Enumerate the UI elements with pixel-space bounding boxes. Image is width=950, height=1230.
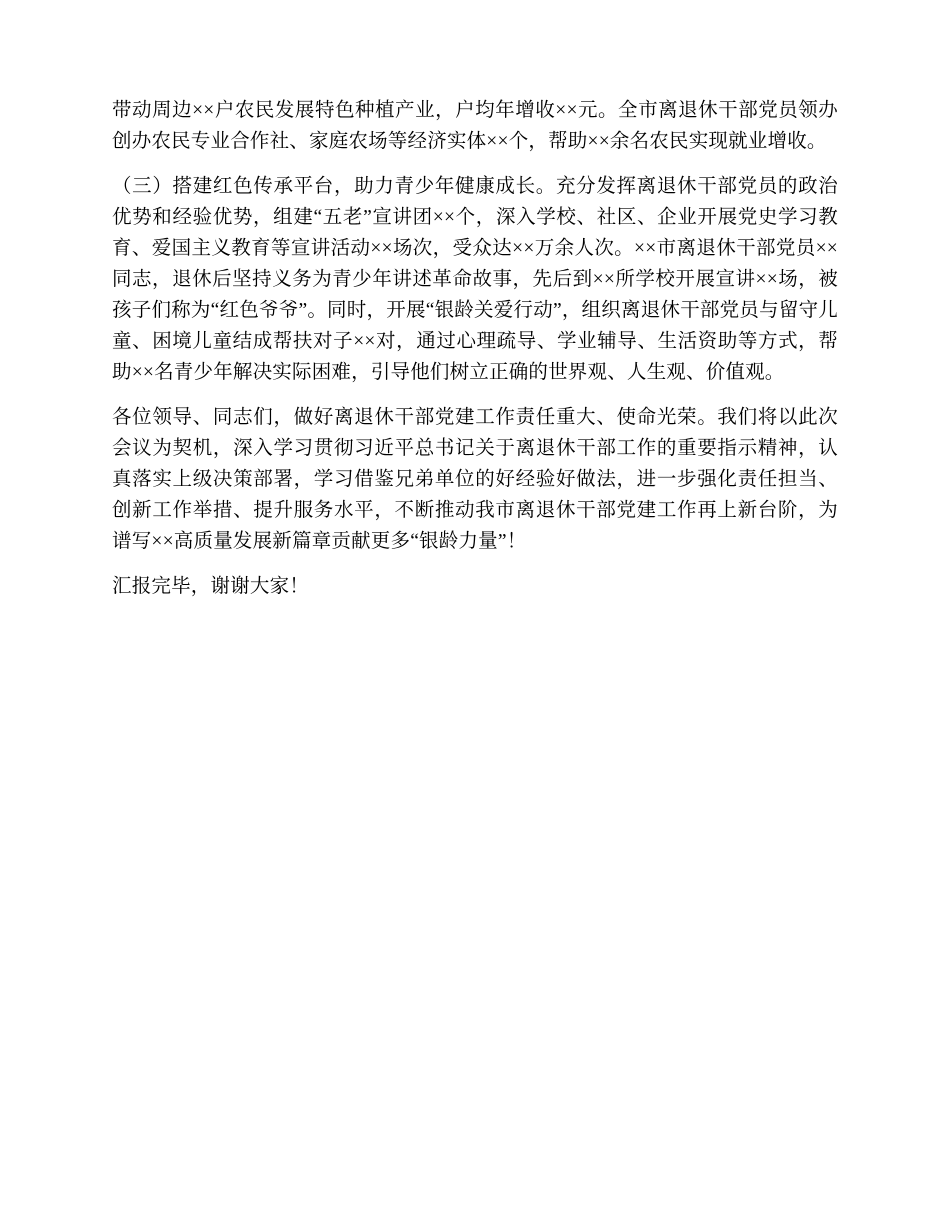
paragraph-4: 汇报完毕，谢谢大家！: [112, 576, 310, 597]
paragraph-3: 各位领导、同志们，做好离退休干部党建工作责任重大、使命光荣。我们将以此次会议为契机，深入学习贯彻习近平总书记关于离退休干部工作的重要指示精神，认真落实上级决策部署，学习借鉴兄弟单位的好经验好做法，进一步强化责任担当、创新工作举措、提升服务水平，不断推动我市离退休干部党建工作再上新台阶，为谱写××高质量发展新篇章贡献更多“银龄力量”！: [112, 407, 838, 552]
paragraph-1: 带动周边××户农民发展特色种植产业，户均年增收××元。全市离退休干部党员领办创办农民专业合作社、家庭农场等经济实体××个，帮助××余名农民实现就业增收。: [112, 100, 838, 152]
paragraph-2: （三）搭建红色传承平台，助力青少年健康成长。充分发挥离退休干部党员的政治优势和经验优势，组建“五老”宣讲团××个，深入学校、社区、企业开展党史学习教育、爱国主义教育等宣讲活动××场次，受众达××万余人次。××市离退休干部党员××同志，退休后坚持义务为青少年讲述革命故事，先后到××所学校开展宣讲××场，被孩子们称为“红色爷爷”。同时，开展“银龄关爱行动”，组织离退休干部党员与留守儿童、困境儿童结成帮扶对子××对，通过心理疏导、学业辅导、生活资助等方式，帮助××名青少年解决实际困难，引导他们树立正确的世界观、人生观、价值观。: [112, 176, 838, 383]
document-body: [112, 95, 838, 602]
